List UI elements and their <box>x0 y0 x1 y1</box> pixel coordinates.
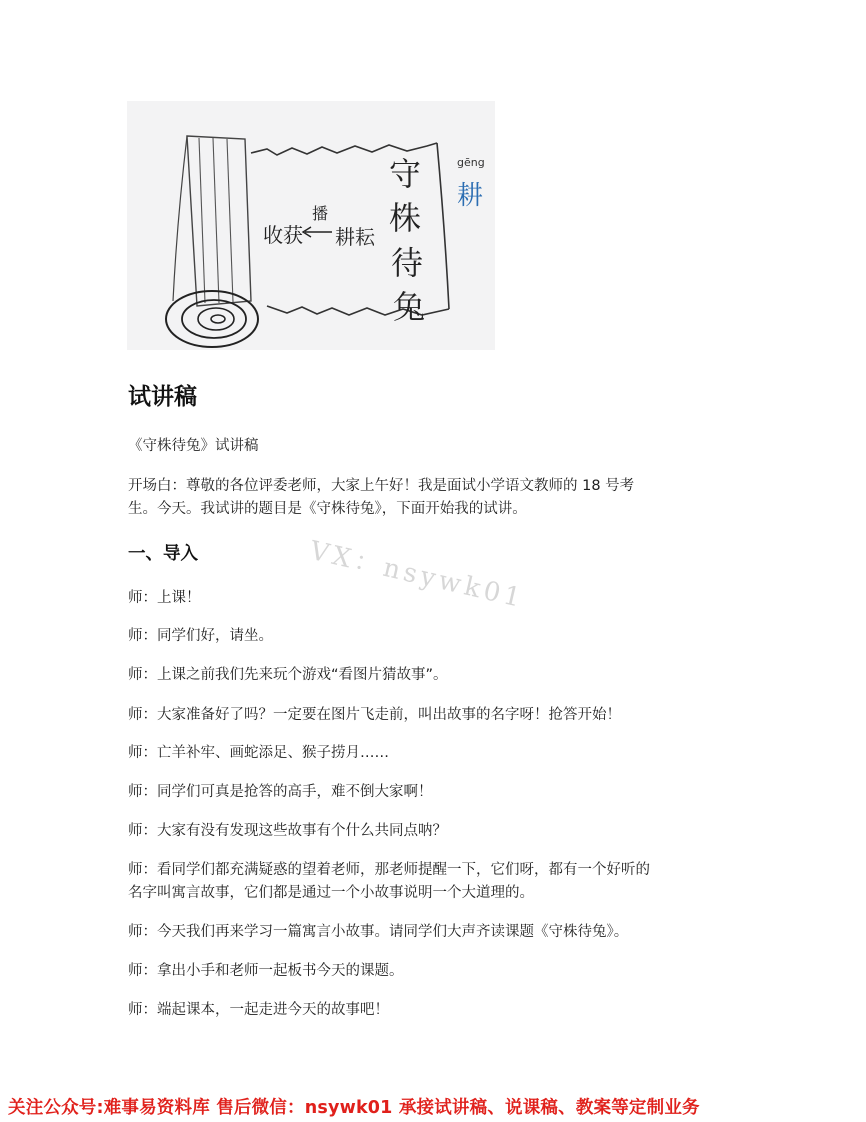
dialogue-line: 师：端起课本，一起走进今天的故事吧！ <box>128 1002 389 1018</box>
scroll-illustration <box>127 101 495 350</box>
dialogue-line: 师：上课之前我们先来玩个游戏“看图片猜故事”。 <box>128 667 448 683</box>
dialogue-line: 师：今天我们再来学习一篇寓言小故事。请同学们大声齐读课题《守株待兔》。 <box>128 924 629 940</box>
blue-character: 耕 <box>457 181 484 211</box>
dialogue-line: 师：同学们可真是抢答的高手，难不倒大家啊！ <box>128 784 433 800</box>
dialogue-line: 师：同学们好，请坐。 <box>128 628 273 644</box>
document-title: 试讲稿 <box>128 384 197 410</box>
document-subtitle: 《守株待兔》试讲稿 <box>128 438 259 454</box>
dialogue-line: 师：拿出小手和老师一起板书今天的课题。 <box>128 963 404 979</box>
section-heading: 一、导入 <box>128 544 198 564</box>
arrow-label: 播 <box>312 204 329 223</box>
pinyin-label: gēng <box>457 156 485 169</box>
opening-line-2: 生。今天。我试讲的题目是《守株待兔》，下面开始我的试讲。 <box>128 501 527 517</box>
scroll-drawing <box>127 101 495 350</box>
dialogue-line: 师：上课！ <box>128 590 201 606</box>
opening-line-1: 开场白：尊敬的各位评委老师，大家上午好！我是面试小学语文教师的 18 号考 <box>128 478 635 494</box>
footer-banner: 关注公众号:难事易资料库 售后微信：nsywk01 承接试讲稿、说课稿、教案等定制业务 <box>8 1098 700 1118</box>
scroll-title-char: 兔 <box>393 288 426 326</box>
scroll-title-char: 待 <box>391 244 424 282</box>
scroll-title-char: 株 <box>389 199 422 237</box>
dialogue-line: 师：亡羊补牢、画蛇添足、猴子捞月…… <box>128 745 389 761</box>
left-phrase: 收获 <box>263 223 303 247</box>
right-phrase: 耕耘 <box>335 225 375 249</box>
dialogue-line: 师：大家有没有发现这些故事有个什么共同点呐？ <box>128 823 447 839</box>
scroll-title-char: 守 <box>389 155 422 193</box>
watermark-text: VX：nsywk01 <box>306 535 528 615</box>
dialogue-line: 师：大家准备好了吗？一定要在图片飞走前，叫出故事的名字呀！抢答开始！ <box>128 707 621 723</box>
dialogue-line: 师：看同学们都充满疑惑的望着老师，那老师提醒一下，它们呀，都有一个好听的 <box>128 862 650 878</box>
dialogue-line-continued: 名字叫寓言故事，它们都是通过一个小故事说明一个大道理的。 <box>128 885 534 901</box>
